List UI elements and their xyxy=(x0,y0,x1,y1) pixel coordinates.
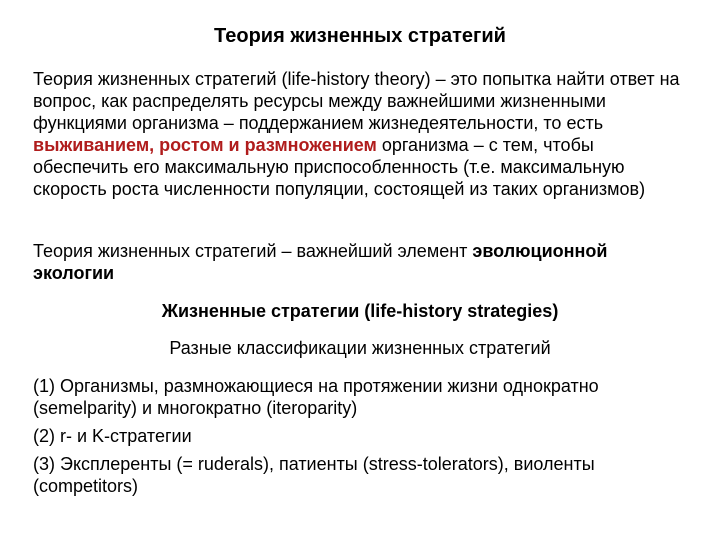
intro-text-start: Теория жизненных стратегий (life-history theory) – это попытка найти ответ на вопрос, как распределять ресурсы между важнейшими жизненными функциями организма – поддержанием жизнедеятельности, то есть xyxy=(33,69,680,133)
list-item: (2) r- и K-стратегии xyxy=(33,426,192,446)
list-item: (3) Эксплеренты (= ruderals), патиенты (stress-tolerators), виоленты (competitors) xyxy=(33,454,595,496)
intro-paragraph xyxy=(33,68,693,200)
strategies-subheading: Жизненные стратегии (life-history strategies) xyxy=(161,301,559,321)
element-paragraph xyxy=(33,240,693,284)
element-bold: эволюционной экологии xyxy=(33,241,608,283)
list-item: (1) Организмы, размножающиеся на протяжении жизни однократно (semelparity) и многократно (iteroparity) xyxy=(33,376,599,418)
classifications-heading: Разные классификации жизненных стратегий xyxy=(169,338,551,358)
intro-highlight: выживанием, ростом и размножением xyxy=(33,135,377,155)
intro-text-end: организма – с тем, чтобы обеспечить его максимальную приспособленность (т.е. максимальную скорость роста численности популяции, состоящей из таких организмов) xyxy=(33,135,646,199)
element-text: Теория жизненных стратегий – важнейший элемент xyxy=(33,241,473,261)
classification-list xyxy=(33,375,698,503)
slide-title: Теория жизненных стратегий xyxy=(214,25,506,47)
